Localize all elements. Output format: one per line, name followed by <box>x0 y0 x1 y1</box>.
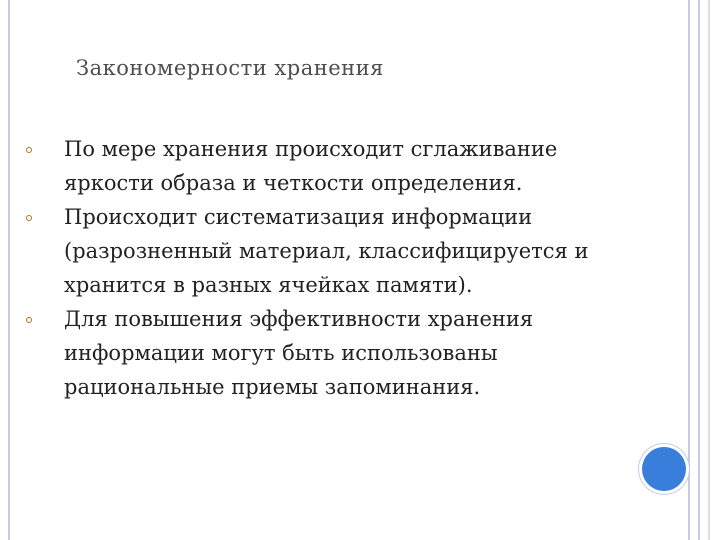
bullet-circle-icon <box>26 147 32 153</box>
bullet-text: Происходит систематизация информации (разрозненный материал, классифицируется и хранится в разных ячейках памяти). <box>64 205 589 297</box>
bullet-item <box>26 200 626 302</box>
right-frame-line <box>688 0 690 540</box>
bullet-circle-icon <box>26 317 32 323</box>
left-frame-line <box>8 0 10 540</box>
slide-title: Закономерности хранения <box>76 56 384 80</box>
bullet-item <box>26 302 626 404</box>
bullet-text: По мере хранения происходит сглаживание яркости образа и четкости определения. <box>64 137 558 195</box>
bullet-text: Для повышения эффективности хранения информации могут быть использованы рациональные приемы запоминания. <box>64 307 534 399</box>
bullet-item <box>26 132 626 200</box>
bullet-list <box>26 132 626 404</box>
right-frame-line <box>708 0 710 540</box>
bullet-circle-icon <box>26 215 32 221</box>
decorative-circle <box>642 447 686 491</box>
right-frame-line <box>698 0 700 540</box>
